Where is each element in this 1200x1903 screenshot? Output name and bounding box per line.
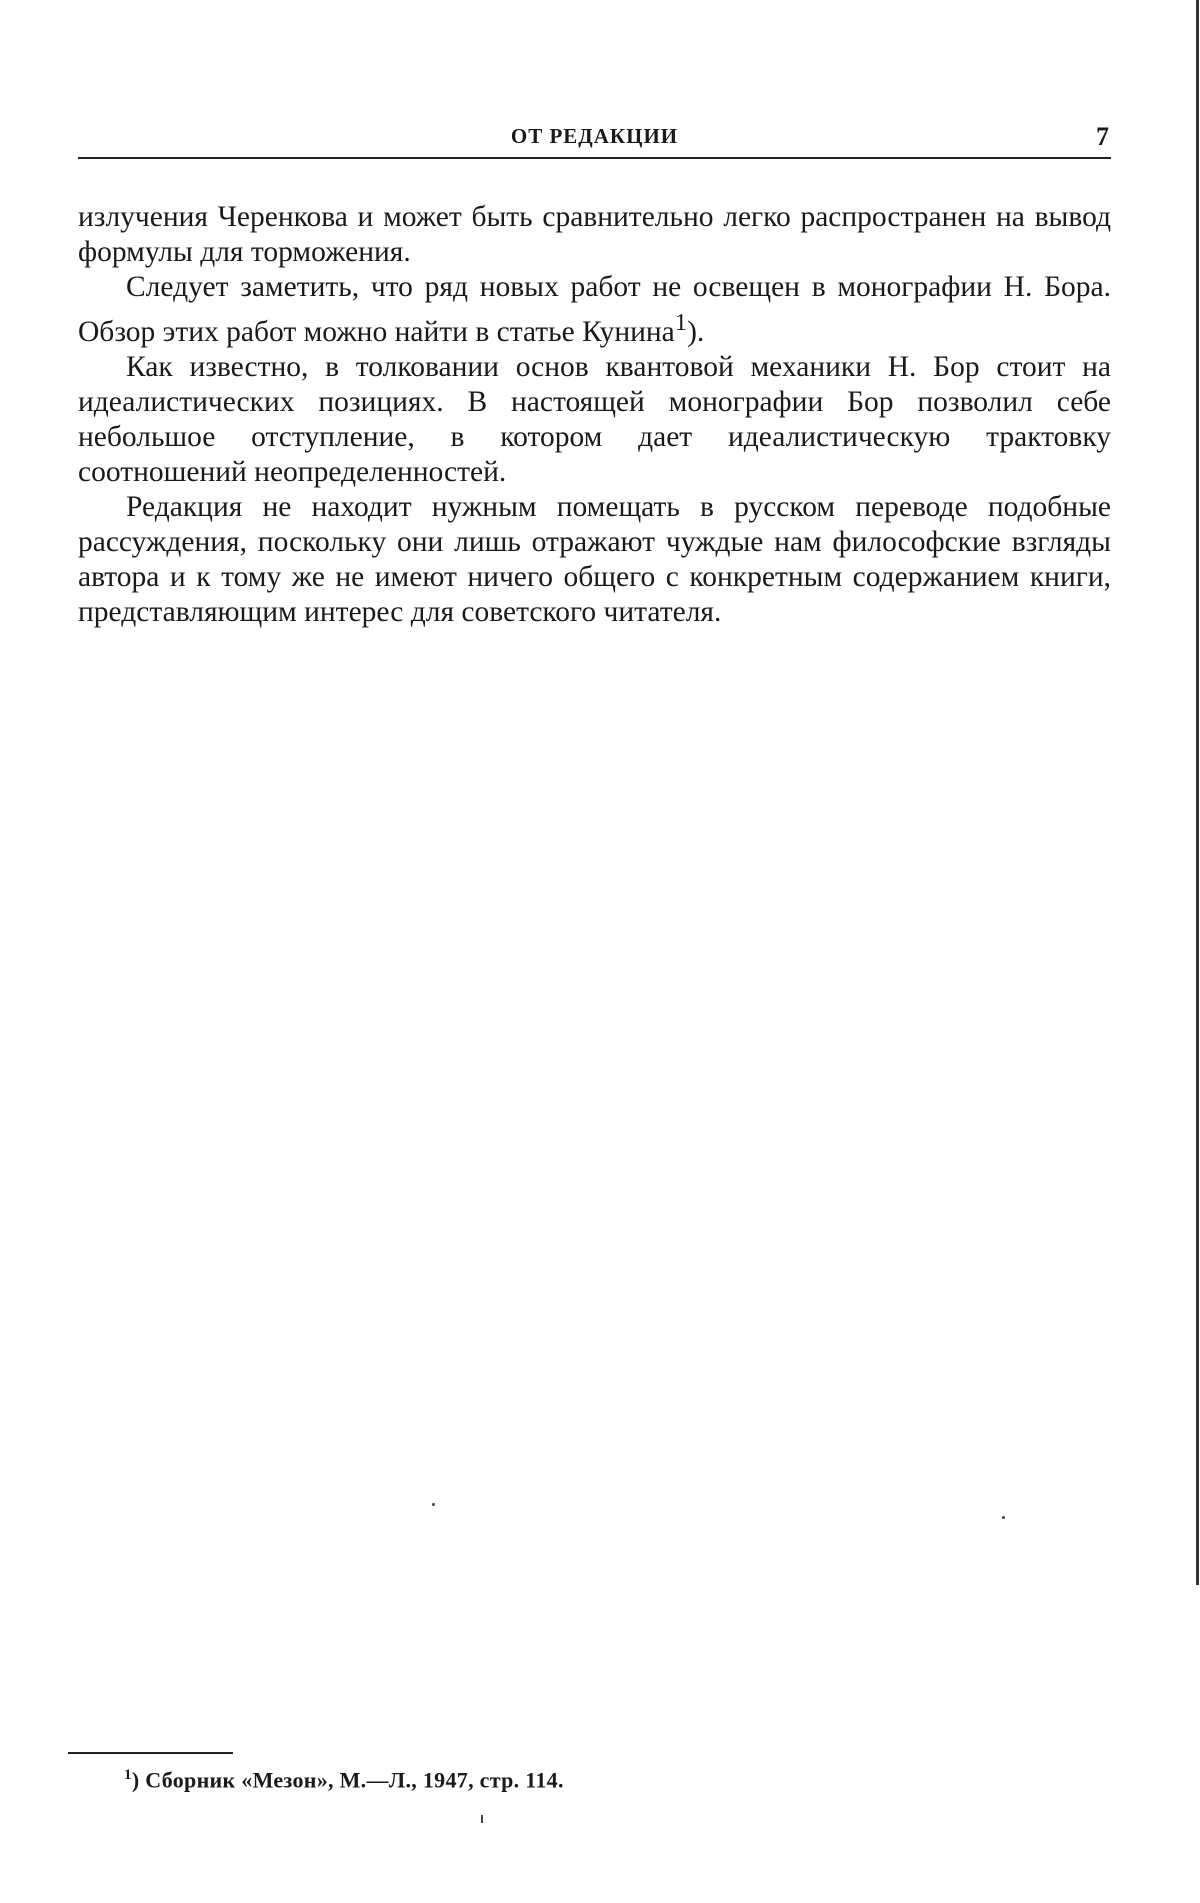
print-speck <box>481 1815 483 1823</box>
paragraph-bohr-idealism: Как известно, в толковании основ квантовой механики Н. Бор стоит на идеалистических позициях. В настоящей монографии Бор позволил себе небольшое отступление, в котором дает идеалистическую трактовку соотношений неопределенностей. <box>78 350 1111 488</box>
paragraph-text: Следует заметить, что ряд новых работ не освещен в монографии Н. Бора. Обзор этих работ можно найти в статье Кунина <box>78 271 1111 348</box>
footnote-reference[interactable]: 1 <box>674 309 688 336</box>
print-speck <box>1002 1516 1005 1519</box>
header-rule <box>78 157 1111 159</box>
paragraph-end: ). <box>687 315 705 348</box>
footnote-text: Сборник «Мезон», М.—Л., 1947, стр. 114. <box>145 1767 564 1793</box>
footnote-rule <box>68 1752 233 1754</box>
page-header <box>78 118 1111 160</box>
paragraph-editorial-decision: Редакция не находит нужным помещать в русском переводе подобные рассуждения, поскольку они лишь отражают чуждые нам философские взгляды автора и к тому же не имеют ничего общего с конкретным содержанием книги, представляющим интерес для советского читателя. <box>78 490 1111 628</box>
footnote <box>124 1767 564 1793</box>
page-number: 7 <box>1096 122 1109 151</box>
page-edge-line <box>1196 0 1199 1585</box>
print-speck <box>432 1503 435 1506</box>
main-text <box>78 200 1111 630</box>
paragraph-kunin-reference <box>78 270 1111 350</box>
running-head: ОТ РЕДАКЦИИ <box>510 124 679 148</box>
footnote-marker-paren: ) <box>131 1767 140 1793</box>
footnote-marker: 1 <box>124 1767 132 1783</box>
paragraph-continuation: излучения Черенкова и может быть сравнительно легко распространен на вывод формулы для торможения. <box>78 201 1111 268</box>
